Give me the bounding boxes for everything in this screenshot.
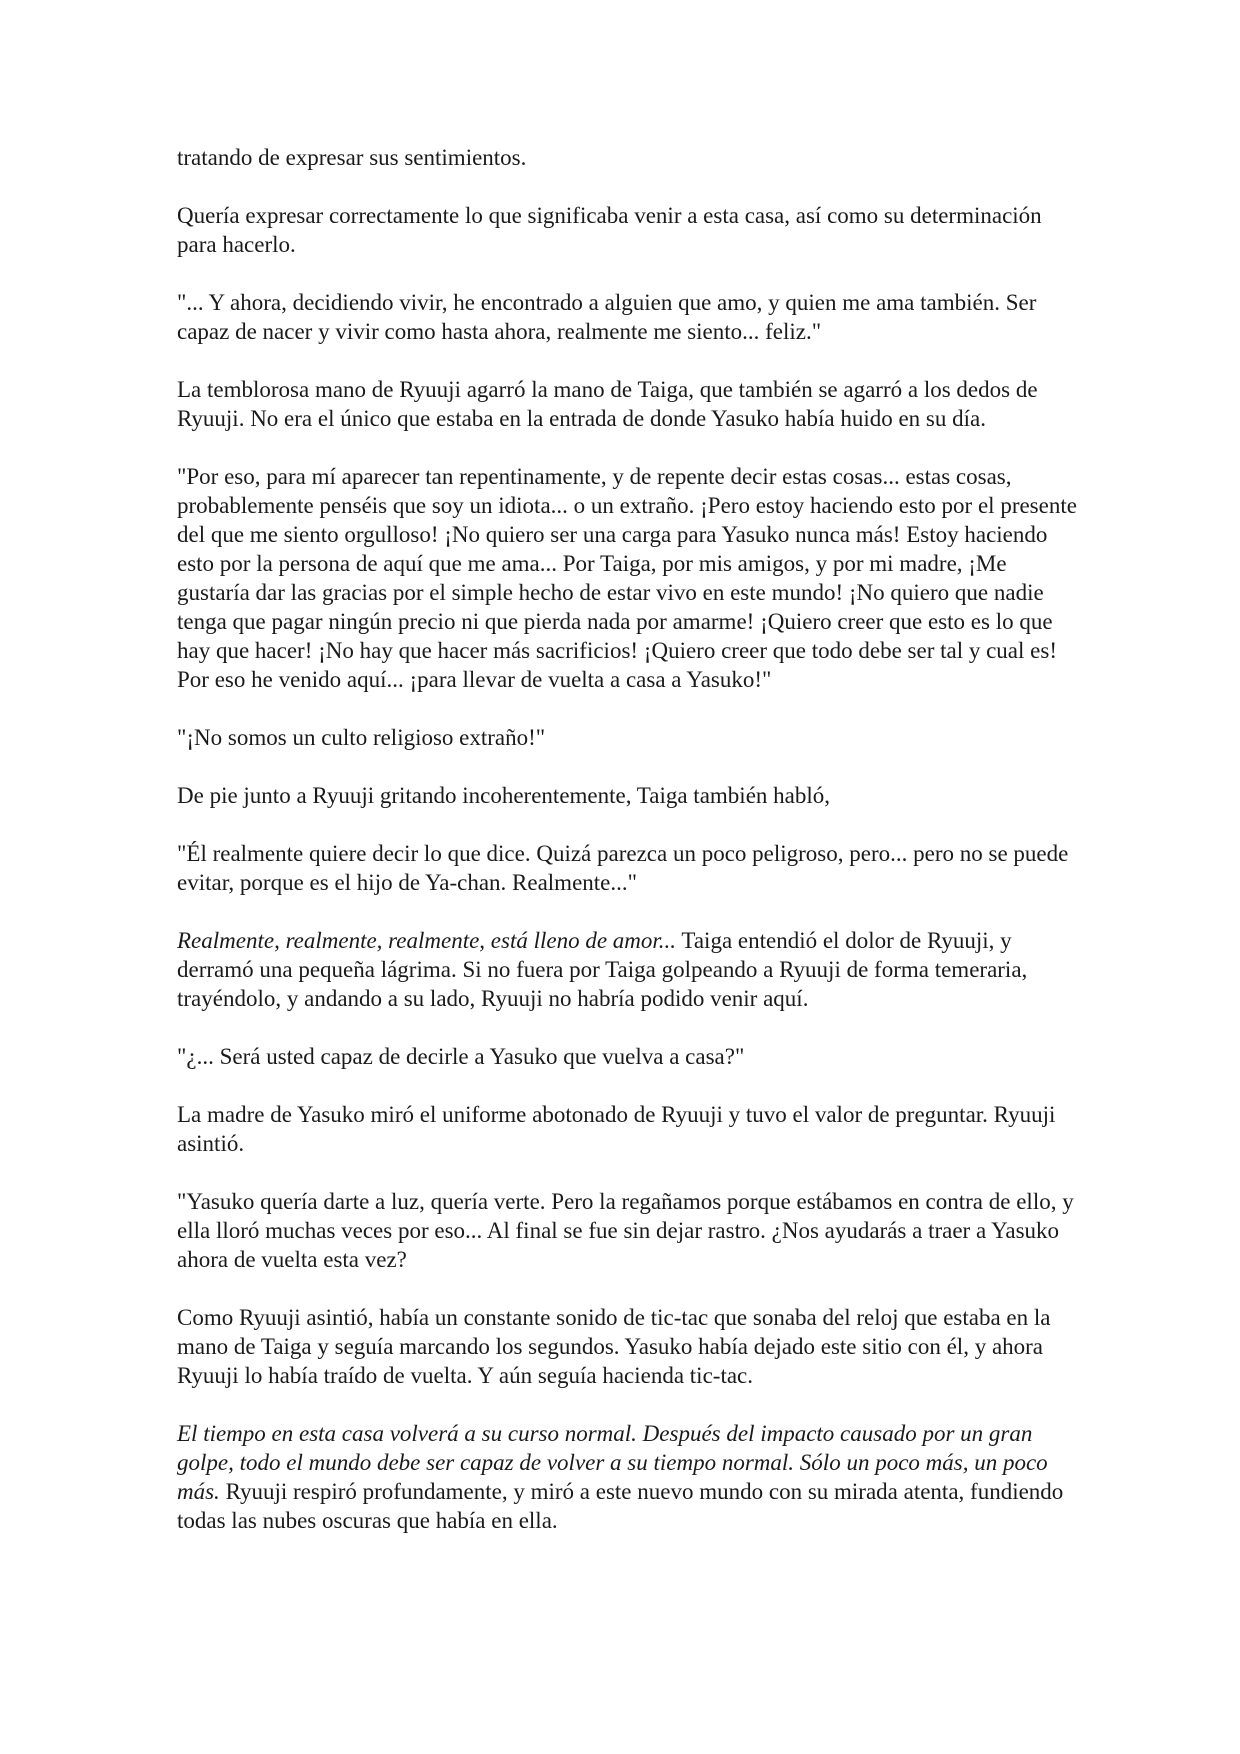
text-run: "¡No somos un culto religioso extraño!" (177, 725, 546, 750)
text-run: La temblorosa mano de Ryuuji agarró la mano de Taiga, que también se agarró a los dedos de Ryuuji. No era el único que estaba en la entrada de donde Yasuko había huido en su día. (177, 377, 1038, 431)
paragraph (177, 143, 1077, 172)
paragraph (177, 781, 1077, 810)
text-run: "... Y ahora, decidiendo vivir, he encontrado a alguien que amo, y quien me ama también. Ser capaz de nacer y vivir como hasta ahora, realmente me siento... feliz." (177, 290, 1037, 344)
text-run: tratando de expresar sus sentimientos. (177, 145, 527, 170)
paragraph (177, 1419, 1077, 1535)
paragraph (177, 1187, 1077, 1274)
paragraph (177, 1100, 1077, 1158)
text-run: Quería expresar correctamente lo que significaba venir a esta casa, así como su determinación para hacerlo. (177, 203, 1042, 257)
paragraph (177, 462, 1077, 694)
paragraph (177, 288, 1077, 346)
text-run: Taiga entendió el dolor de Ryuuji, y derramó una pequeña lágrima. Si no fuera por Taiga golpeando a Ryuuji de forma temeraria, trayéndolo, y andando a su lado, Ryuuji no habría podido venir aquí. (177, 928, 1028, 1011)
paragraph (177, 1303, 1077, 1390)
text-run: "Por eso, para mí aparecer tan repentinamente, y de repente decir estas cosas... estas cosas, probablemente penséis que soy un idiota... o un extraño. ¡Pero estoy haciendo esto por el presente del que me siento orgulloso! ¡No quiero ser una carga para Yasuko nunca más! Estoy haciendo esto por la persona de aquí que me ama... Por Taiga, por mis amigos, y por mi madre, ¡Me gustaría dar las gracias por el simple hecho de estar vivo en este mundo! ¡No quiero que nadie tenga que pagar ningún precio ni que pierda nada por amarme! ¡Quiero creer que esto es lo que hay que hacer! ¡No hay que hacer más sacrificios! ¡Quiero creer que todo debe ser tal y cual es! Por eso he venido aquí... ¡para llevar de vuelta a casa a Yasuko!" (177, 464, 1077, 692)
text-run: De pie junto a Ryuuji gritando incoherentemente, Taiga también habló, (177, 783, 830, 808)
paragraph (177, 375, 1077, 433)
italic-text-run: El tiempo en esta casa volverá a su curso normal. Después del impacto causado por un gran golpe, todo el mundo debe ser capaz de volver a su tiempo normal. Sólo un poco más, un poco más. (177, 1421, 1048, 1504)
text-run: "Él realmente quiere decir lo que dice. Quizá parezca un poco peligroso, pero... pero no se puede evitar, porque es el hijo de Ya-chan. Realmente..." (177, 841, 1069, 895)
paragraph (177, 926, 1077, 1013)
text-run: Ryuuji respiró profundamente, y miró a este nuevo mundo con su mirada atenta, fundiendo todas las nubes oscuras que había en ella. (177, 1479, 1064, 1533)
text-run: "Yasuko quería darte a luz, quería verte. Pero la regañamos porque estábamos en contra de ello, y ella lloró muchas veces por eso... Al final se fue sin dejar rastro. ¿Nos ayudarás a traer a Yasuko ahora de vuelta esta vez? (177, 1189, 1074, 1272)
text-run: "¿... Será usted capaz de decirle a Yasuko que vuelva a casa?" (177, 1044, 745, 1069)
body-text (177, 143, 1077, 1564)
paragraph (177, 1042, 1077, 1071)
italic-text-run: Realmente, realmente, realmente, está lleno de amor... (177, 928, 677, 953)
paragraph (177, 839, 1077, 897)
text-run: La madre de Yasuko miró el uniforme abotonado de Ryuuji y tuvo el valor de preguntar. Ryuuji asintió. (177, 1102, 1056, 1156)
text-run: Como Ryuuji asintió, había un constante sonido de tic-tac que sonaba del reloj que estaba en la mano de Taiga y seguía marcando los segundos. Yasuko había dejado este sitio con él, y ahora Ryuuji lo había traído de vuelta. Y aún seguía hacienda tic-tac. (177, 1305, 1051, 1388)
paragraph (177, 201, 1077, 259)
paragraph (177, 723, 1077, 752)
